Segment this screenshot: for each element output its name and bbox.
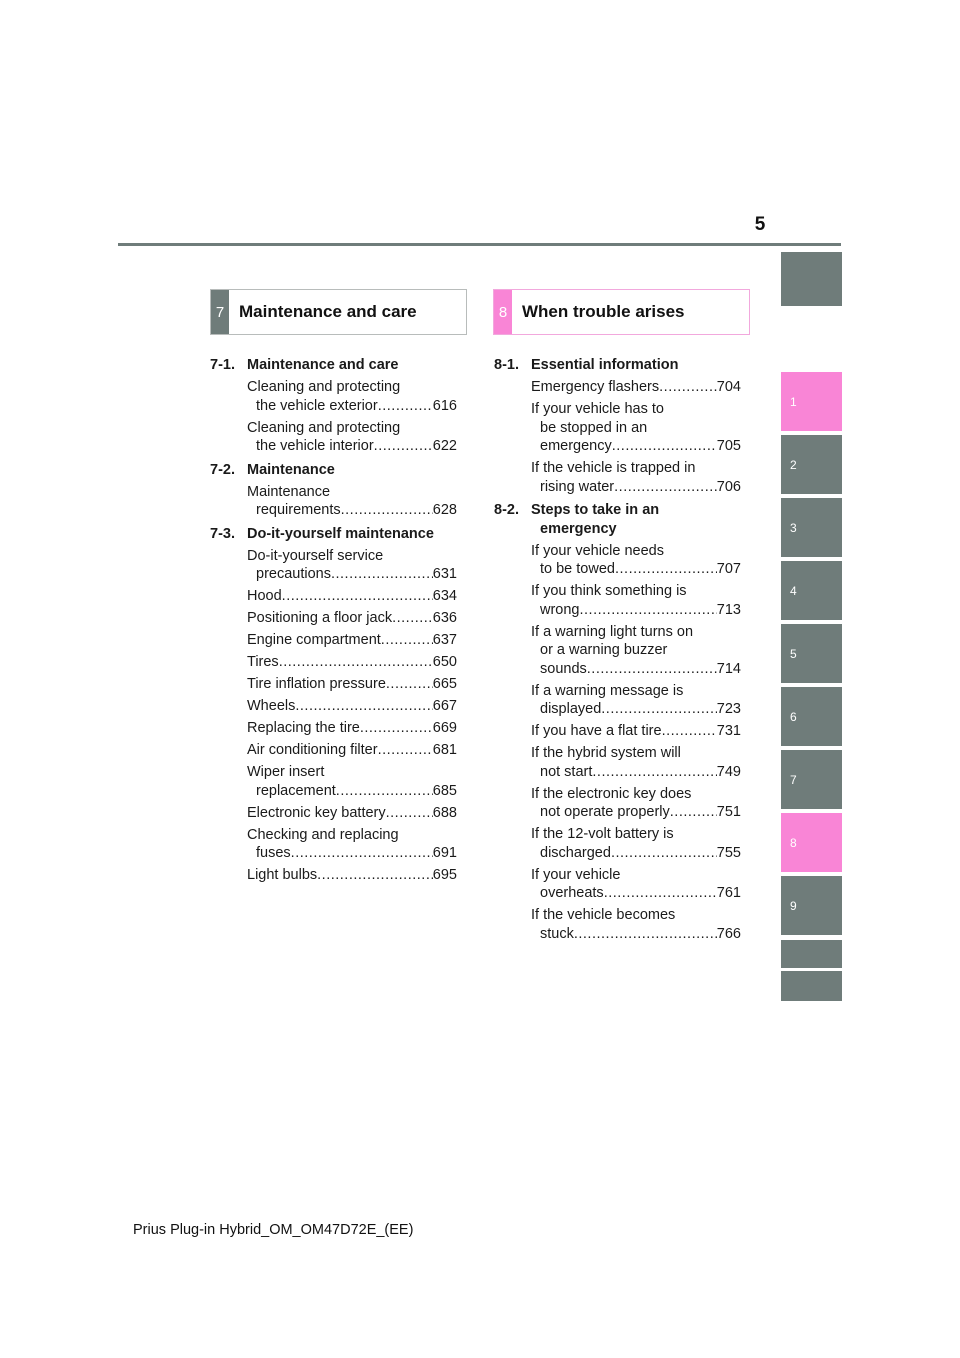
dot-leader	[612, 437, 717, 456]
section-7-number: 7	[211, 290, 229, 334]
entry-title-line: requirements	[256, 502, 341, 518]
entry-title-line: If you have a flat tire	[531, 723, 662, 739]
dot-leader	[659, 378, 717, 397]
chapter-tab-blank-10[interactable]	[781, 940, 842, 968]
entry-page-number: 704	[716, 379, 741, 395]
chapter-tab-7[interactable]	[781, 750, 842, 809]
entry-title-line: If the hybrid system will	[531, 745, 681, 761]
section-8-number: 8	[494, 290, 512, 334]
chapter-title-line: Do-it-yourself maintenance	[247, 525, 434, 542]
page-number: 5	[754, 214, 766, 235]
dot-leader	[662, 722, 717, 741]
toc-entry[interactable]	[210, 675, 457, 694]
entry-title-line: overheats	[540, 885, 604, 901]
entry-page-number: 636	[432, 610, 457, 626]
entry-page-number: 731	[716, 723, 741, 739]
entry-title-line: emergency	[540, 438, 612, 454]
entry-title-line: Wiper insert	[247, 764, 325, 780]
entry-page-number: 637	[432, 632, 457, 648]
chapter-number: 7-1.	[210, 357, 235, 373]
toc-entry[interactable]	[210, 826, 457, 863]
toc-entry[interactable]	[210, 866, 457, 885]
entry-title-line: not start	[540, 763, 593, 780]
toc-entry[interactable]	[210, 653, 457, 672]
entry-title-line: If the vehicle becomes	[531, 907, 676, 923]
entry-title-line: Positioning a floor jack	[247, 610, 393, 626]
dot-leader	[574, 925, 717, 944]
entry-title-line: If the 12-volt battery is	[531, 826, 674, 842]
dot-leader	[279, 653, 433, 672]
entry-title-line: Replacing the tire	[247, 720, 360, 736]
dot-leader	[381, 631, 433, 650]
entry-page-number: 723	[716, 701, 741, 717]
toc-entry[interactable]	[494, 825, 741, 862]
dot-leader	[580, 601, 717, 620]
entry-title-line: Light bulbs	[247, 867, 318, 883]
toc-chapter-heading[interactable]	[210, 461, 457, 480]
chapter-title-line: Maintenance and care	[247, 357, 399, 373]
toc-entry[interactable]	[494, 400, 741, 456]
entry-page-number: 628	[432, 502, 457, 518]
entry-title-line: not operate properly	[540, 804, 670, 820]
dot-leader	[615, 560, 717, 579]
entry-page-number: 766	[716, 925, 741, 942]
dot-leader	[282, 587, 433, 606]
entry-title-line: Cleaning and protecting	[247, 379, 401, 395]
chapter-number: 7-2.	[210, 461, 235, 478]
entry-title-line: If you think something is	[531, 583, 687, 599]
entry-title-line: precautions	[256, 566, 331, 582]
toc-column-8	[494, 352, 741, 943]
entry-page-number: 751	[716, 804, 741, 820]
entry-title-line: the vehicle interior	[256, 438, 374, 454]
chapter-tab-4[interactable]	[781, 561, 842, 620]
entry-title-line: Tire inflation pressure	[247, 676, 386, 692]
entry-page-number: 695	[432, 867, 457, 883]
dot-leader	[670, 803, 717, 822]
entry-title-line: wrong	[540, 601, 580, 618]
toc-chapter-heading[interactable]	[494, 501, 741, 538]
dot-leader	[295, 697, 432, 716]
entry-title-line: sounds	[540, 660, 587, 677]
entry-title-line: replacement	[256, 782, 336, 799]
toc-chapter-heading[interactable]	[210, 356, 457, 375]
toc-entry[interactable]	[210, 631, 457, 650]
dot-leader	[386, 675, 433, 694]
entry-title-line: Wheels	[247, 698, 296, 714]
toc-entry[interactable]	[494, 744, 741, 781]
dot-leader	[614, 478, 717, 497]
entry-title-line: Air conditioning filter	[247, 742, 378, 758]
toc-entry[interactable]	[494, 459, 741, 496]
entry-title-line: Do-it-yourself service	[247, 547, 384, 564]
entry-title-line: If a warning light turns on	[531, 623, 694, 640]
entry-page-number: 631	[432, 566, 457, 582]
dot-leader	[360, 719, 433, 738]
entry-page-number: 707	[716, 561, 741, 577]
entry-title-line: If a warning message is	[531, 682, 684, 699]
entry-page-number: 685	[432, 782, 457, 799]
chapter-tab-label: 7	[790, 772, 797, 787]
entry-title-line: If your vehicle	[531, 866, 621, 883]
entry-page-number: 713	[716, 601, 741, 618]
chapter-tab-2[interactable]	[781, 435, 842, 494]
entry-page-number: 706	[716, 478, 741, 495]
chapter-tab-3[interactable]	[781, 498, 842, 557]
dot-leader	[386, 804, 433, 823]
toc-chapter-heading[interactable]	[494, 356, 741, 375]
entry-title-line: discharged	[540, 844, 611, 861]
toc-entry[interactable]	[210, 587, 457, 606]
chapter-tab-label: 6	[790, 709, 797, 724]
toc-entry[interactable]	[210, 719, 457, 738]
entry-title-line: Emergency flashers	[531, 379, 660, 395]
toc-entry[interactable]	[210, 547, 457, 584]
entry-title-line: Cleaning and protecting	[247, 419, 401, 436]
chapter-title-line: Steps to take in an	[531, 502, 660, 518]
toc-entry[interactable]	[494, 623, 741, 679]
entry-title-line: stuck	[540, 925, 574, 942]
toc-entry[interactable]	[494, 722, 741, 741]
entry-page-number: 681	[432, 742, 457, 758]
chapter-tab-label: 1	[790, 394, 797, 409]
chapter-tab-label: 2	[790, 457, 797, 472]
chapter-tab-label: 4	[790, 583, 797, 598]
entry-title-line: If your vehicle needs	[531, 542, 664, 559]
toc-entry[interactable]	[494, 866, 741, 903]
chapter-number: 8-1.	[494, 357, 519, 373]
entry-page-number: 665	[432, 676, 457, 692]
dot-leader	[291, 844, 433, 863]
footer-doc-id: Prius Plug-in Hybrid_OM_OM47D72E_(EE)	[133, 1222, 414, 1238]
dot-leader	[392, 609, 433, 628]
section-7-title: Maintenance and care	[239, 302, 417, 321]
toc-entry[interactable]	[494, 542, 741, 579]
chapter-tab-label: 8	[790, 835, 797, 850]
chapter-tab-8[interactable]	[781, 813, 842, 872]
entry-page-number: 622	[432, 438, 457, 454]
dot-leader	[378, 741, 433, 760]
entry-page-number: 669	[432, 720, 457, 736]
entry-page-number: 634	[432, 588, 457, 604]
entry-title-line: If the vehicle is trapped in	[531, 460, 696, 476]
dot-leader	[587, 660, 717, 679]
dot-leader	[336, 782, 433, 801]
entry-title-line: be stopped in an	[540, 419, 648, 436]
entry-page-number: 691	[432, 845, 457, 861]
chapter-tab-blank-0[interactable]	[781, 252, 842, 306]
dot-leader	[592, 763, 716, 782]
entry-title-line: Tires	[247, 654, 279, 670]
entry-title-line: displayed	[540, 701, 602, 717]
entry-title-line: the vehicle exterior	[256, 397, 378, 414]
entry-page-number: 714	[716, 660, 741, 677]
section-8-title: When trouble arises	[522, 302, 685, 321]
chapter-number: 8-2.	[494, 502, 519, 518]
dot-leader	[378, 397, 433, 416]
chapter-tab-blank-11[interactable]	[781, 971, 842, 1001]
top-rule	[118, 243, 841, 246]
chapter-title	[210, 461, 457, 480]
entry-page-number: 688	[432, 804, 457, 821]
toc-entry[interactable]	[494, 682, 741, 719]
section-7-header[interactable]	[210, 289, 467, 335]
toc-entry[interactable]	[210, 419, 457, 456]
entry-title-line: or a warning buzzer	[540, 642, 668, 658]
entry-title-line: Checking and replacing	[247, 826, 399, 843]
dot-leader	[331, 565, 433, 584]
entry-title-line: Hood	[247, 588, 282, 604]
dot-leader	[374, 437, 433, 456]
toc-chapter-heading[interactable]	[210, 525, 457, 544]
toc-entry[interactable]	[210, 741, 457, 760]
chapter-title-line: Maintenance	[247, 461, 335, 478]
entry-page-number: 761	[716, 885, 741, 901]
entry-title-line: If the electronic key does	[531, 785, 692, 802]
chapter-tab-label: 9	[790, 898, 797, 913]
entry-page-number: 650	[432, 654, 457, 670]
chapter-number: 7-3.	[210, 525, 235, 542]
chapter-title-line: emergency	[540, 520, 617, 537]
chapter-tab-9[interactable]	[781, 876, 842, 935]
entry-title-line: fuses	[256, 845, 291, 861]
toc-entry[interactable]	[494, 785, 741, 822]
chapter-title	[494, 501, 741, 538]
toc-entry[interactable]	[210, 763, 457, 800]
dot-leader	[604, 884, 717, 903]
entry-title-line: Electronic key battery	[247, 804, 386, 821]
dot-leader	[601, 700, 717, 719]
dot-leader	[341, 501, 433, 520]
toc-entry[interactable]	[210, 483, 457, 520]
chapter-title	[494, 356, 741, 375]
entry-title-line: Maintenance	[247, 483, 331, 500]
entry-title-line: rising water	[540, 478, 615, 495]
toc-entry[interactable]	[494, 378, 741, 397]
chapter-tab-label: 3	[790, 520, 797, 535]
chapter-title-line: Essential information	[531, 357, 679, 373]
toc-entry[interactable]	[210, 609, 457, 628]
toc-entry[interactable]	[210, 697, 457, 716]
chapter-tab-5[interactable]	[781, 624, 842, 683]
entry-page-number: 616	[432, 397, 457, 414]
toc-entry[interactable]	[494, 906, 741, 943]
toc-entry[interactable]	[210, 804, 457, 823]
entry-page-number: 667	[432, 698, 457, 714]
entry-title-line: If your vehicle has to	[531, 401, 664, 417]
chapter-tab-1[interactable]	[781, 372, 842, 431]
toc-column-7	[210, 352, 457, 885]
dot-leader	[611, 844, 717, 863]
chapter-title	[210, 356, 457, 375]
toc-entry[interactable]	[210, 378, 457, 415]
entry-page-number: 755	[716, 844, 741, 861]
section-8-header[interactable]	[493, 289, 750, 335]
entry-title-line: Engine compartment	[247, 632, 381, 648]
chapter-tab-label: 5	[790, 646, 797, 661]
entry-title-line: to be towed	[540, 561, 615, 577]
dot-leader	[317, 866, 433, 885]
entry-page-number: 749	[716, 763, 741, 780]
chapter-tab-6[interactable]	[781, 687, 842, 746]
toc-entry[interactable]	[494, 582, 741, 619]
chapter-title	[210, 525, 457, 544]
entry-page-number: 705	[716, 438, 741, 454]
